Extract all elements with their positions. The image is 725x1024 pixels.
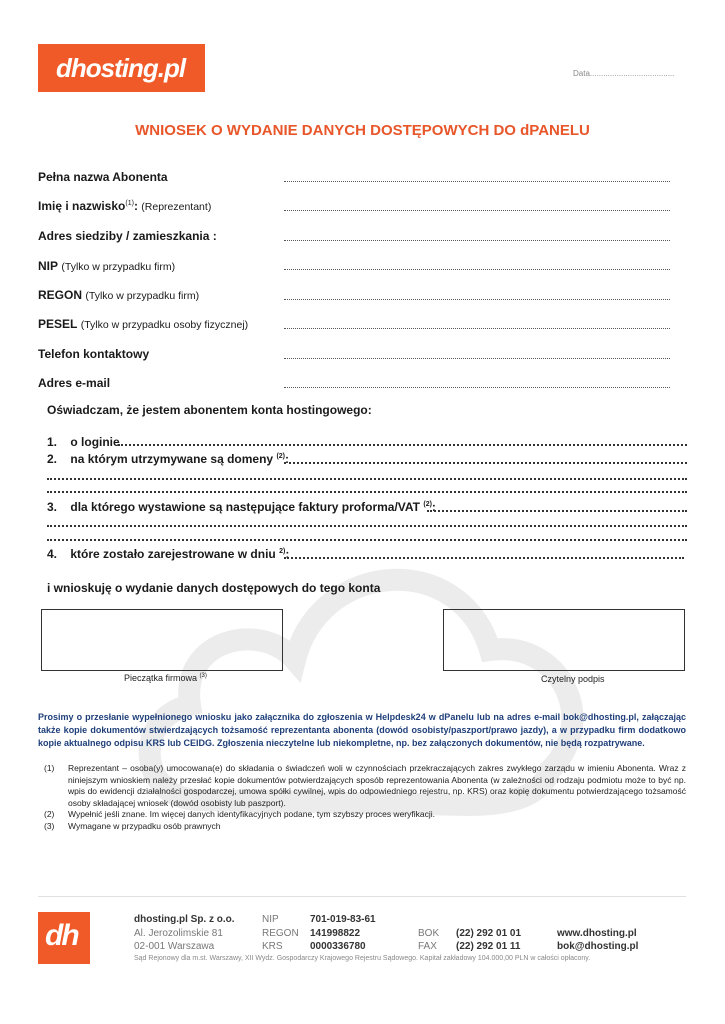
- item-1-label: 1. o loginie: [47, 435, 120, 449]
- footer-links: [557, 927, 638, 954]
- field-name-line[interactable]: [284, 209, 670, 211]
- field-name-label: Imię i nazwisko$^{(1)}$: (Reprezentant): [38, 199, 212, 213]
- item-3-line-extra-1[interactable]: [47, 524, 687, 527]
- item-4-label: 4. które zostało zarejestrowane w dniu $^{2)}$:: [47, 547, 290, 561]
- stamp-caption: Pieczątka firmowa $^{(3)}$: [124, 673, 207, 683]
- field-regon-label: REGON (Tylko w przypadku firm): [38, 288, 200, 302]
- declaration-text: Oświadczam, że jestem abonentem konta hostingowego:: [47, 403, 372, 417]
- field-nip-label: NIP (Tylko w przypadku firm): [38, 259, 176, 273]
- field-pesel-line[interactable]: [284, 327, 670, 329]
- field-regon-line[interactable]: [284, 298, 670, 300]
- field-email-line[interactable]: [284, 386, 670, 388]
- footer-company: dhosting.pl Sp. z o.o.: [134, 914, 235, 925]
- signature-caption: Czytelny podpis: [541, 674, 605, 684]
- footer-contact-labels: BOK FAX: [418, 927, 440, 952]
- submission-notice: Prosimy o przesłanie wypełnionego wniosku jako załącznika do zgłoszenia w Helpdesk24 w dPanelu lub na adres e-mail bok@dhosting.pl, załączając także kopie dokumentów stwierdzających tożsamość reprezentanta abonenta (dowód osobisty/paszport/prawo jazdy), a w przypadku firm dodatkowo kopie aktualnego odpisu KRS lub CEIDG. Zgłoszenia nieczytelne lub niekompletne, np. bez załączonych dokumentów, nie będą rozpatrywane.: [38, 712, 686, 748]
- item-4-line[interactable]: [284, 556, 684, 559]
- field-phone-label: Telefon kontaktowy: [38, 347, 150, 361]
- item-3-line-extra-2[interactable]: [47, 538, 687, 541]
- footer-city: 02-001 Warszawa: [134, 941, 215, 952]
- dhosting-logo: [38, 44, 205, 92]
- item-2-line-extra-1[interactable]: [47, 477, 687, 480]
- company-stamp-box[interactable]: [41, 609, 283, 671]
- footnote-3: (3) Wymagane w przypadku osób prawnych: [44, 820, 221, 831]
- field-email-label: Adres e-mail: [38, 376, 111, 390]
- field-full-name-label: Pełna nazwa Abonenta: [38, 170, 168, 184]
- footer-address: [134, 913, 235, 954]
- signature-box[interactable]: [443, 609, 685, 671]
- footer-id-values: 701-019-83-61 141998822 0000336780: [310, 914, 376, 952]
- field-nip-line[interactable]: [284, 268, 670, 270]
- footnote-1: (1) Reprezentant – osoba(y) umocowana(e) do składania o świadczeń woli w czynnościach przekraczających zakres zwykłego zarządu w imieniu Abonenta. Wraz z niniejszym wnioskiem należy przesłać kopie dokumentów potwierdzających sposób reprezentowania Abonenta (w zależności od rodzaju podmiotu może to być np. wpis do ewidencji działalności gospodarczej, umowa spółki cywilnej, wpis do odpowiedniego rejestru, np. KRS) oraz kopię dokumentu potwierdzającego tożsamość osoby składającej wniosek (dowód osobisty lub paszport).: [44, 763, 686, 808]
- footnotes: [44, 763, 686, 832]
- field-full-name-line[interactable]: [284, 180, 670, 182]
- footer-divider: [38, 896, 686, 897]
- logo-text: dhosting.pl: [56, 53, 186, 83]
- footnote-2: (2) Wypełnić jeśli znane. Im więcej danych identyfikacyjnych podane, tym szybszy proces weryfikacji.: [44, 809, 435, 819]
- footer-legal: Sąd Rejonowy dla m.st. Warszawy, XII Wydz. Gospodarczy Krajowego Rejestru Sądowego. Kapitał zakładowy 104.000,00 PLN w całości opłacony.: [134, 955, 591, 962]
- page-title: WNIOSEK O WYDANIE DANYCH DOSTĘPOWYCH DO dPANELU: [135, 122, 590, 139]
- item-1-line[interactable]: [118, 443, 687, 446]
- field-pesel-label: PESEL (Tylko w przypadku osoby fizycznej): [38, 317, 249, 331]
- footer-street: Al. Jerozolimskie 81: [134, 927, 223, 939]
- footer-website-link[interactable]: www.dhosting.pl: [557, 927, 637, 939]
- field-address-line[interactable]: [284, 239, 670, 241]
- footer-logo: dh: [38, 912, 90, 964]
- date-field: Data......................................: [573, 69, 675, 78]
- request-text: i wnioskuję o wydanie danych dostępowych do tego konta: [47, 581, 381, 595]
- footer-contact-values: (22) 292 01 01 (22) 292 01 11: [456, 927, 522, 952]
- item-3-label: 3. dla którego wystawione są następujące faktury proforma/VAT $^{(2)}$:: [47, 500, 436, 514]
- field-address-label: Adres siedziby / zamieszkania :: [38, 229, 217, 243]
- item-3-line[interactable]: [427, 509, 687, 512]
- item-2-line-extra-2[interactable]: [47, 490, 687, 493]
- item-2-label: 2. na którym utrzymywane są domeny $^{(2)}$:: [47, 452, 289, 466]
- footer-id-labels: NIP REGON KRS: [262, 914, 299, 952]
- footer-email-link[interactable]: bok@dhosting.pl: [557, 941, 639, 952]
- field-phone-line[interactable]: [284, 357, 670, 359]
- item-2-line[interactable]: [284, 461, 687, 464]
